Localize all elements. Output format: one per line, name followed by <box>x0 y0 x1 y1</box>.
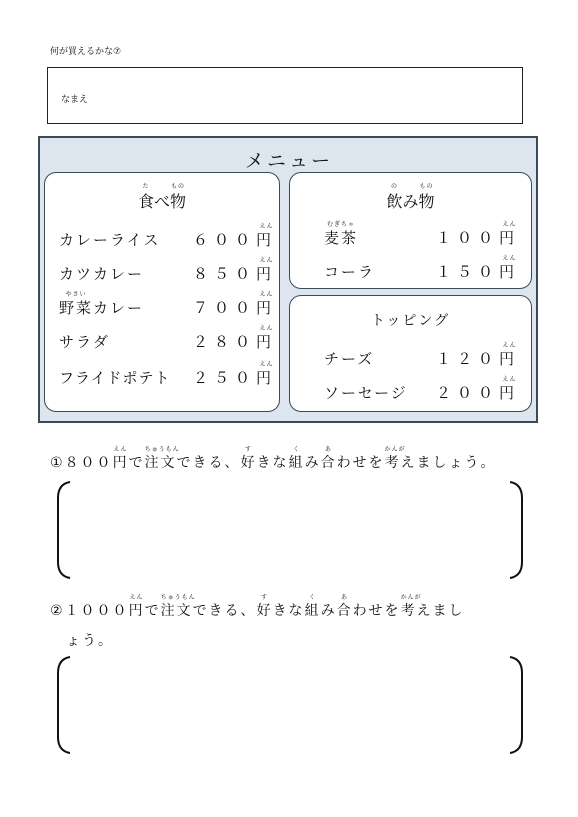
question-2: ②１０００ えん 円で ちゅうもん 注文できる、 す 好きな く 組み あ 合わせを かんが 考えまし <box>50 594 465 619</box>
question-2-wrap: ょう。 <box>66 633 114 649</box>
food-item-price: ８５０ えん 円 <box>193 257 278 283</box>
food-item-name: サラダ <box>59 333 110 351</box>
food-item-name: カレーライス <box>59 231 161 249</box>
toppings-panel <box>289 295 532 412</box>
food-item-price: ６００ えん 円 <box>193 223 278 249</box>
topping-item-name: ソーセージ <box>324 384 408 402</box>
name-field[interactable] <box>47 67 523 124</box>
topping-item-name: チーズ <box>324 350 375 368</box>
drink-item-name: コーラ <box>324 263 376 281</box>
food-item-name: カツカレー <box>59 265 145 283</box>
food-heading: た 食べ もの 物 <box>137 183 187 211</box>
drinks-panel <box>289 172 532 289</box>
answer-box-2[interactable] <box>54 653 526 757</box>
name-label: なまえ <box>61 95 89 105</box>
food-panel <box>44 172 280 412</box>
topping-item-price: ２００ えん 円 <box>436 376 521 402</box>
food-item-name: フライドポテト <box>59 369 171 387</box>
drink-item-price: １００ えん 円 <box>436 221 521 247</box>
question-1: ①８００ えん 円で ちゅうもん 注文できる、 す 好きな く 組み あ 合わせを かんが 考えましょう。 <box>50 446 497 471</box>
worksheet-title: 何が買えるかな⑦ <box>50 47 122 57</box>
toppings-heading: トッピング <box>370 313 451 329</box>
drink-item-name: むぎちゃ 麦茶 <box>324 221 359 247</box>
food-item-name: やさい 野菜カレー <box>59 291 145 317</box>
drinks-heading: の 飲み もの 物 <box>386 183 435 211</box>
topping-item-price: １２０ えん 円 <box>436 342 521 368</box>
menu-title: メニュー <box>244 150 333 172</box>
food-item-price: ２８０ えん 円 <box>193 325 278 351</box>
food-item-price: ７００ えん 円 <box>193 291 278 317</box>
food-item-price: ２５０ えん 円 <box>193 361 278 387</box>
drink-item-price: １５０ えん 円 <box>436 255 521 281</box>
answer-box-1[interactable] <box>54 478 526 582</box>
